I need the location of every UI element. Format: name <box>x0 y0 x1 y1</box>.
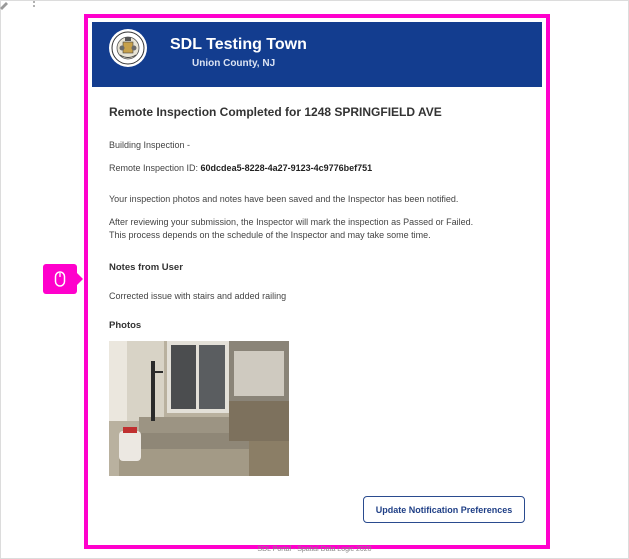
review-line-2: This process depends on the schedule of the Inspector and may take some time. <box>109 230 431 240</box>
review-line-1: After reviewing your submission, the Inspector will mark the inspection as Passed or Failed. <box>109 217 474 227</box>
corner-toolbar <box>0 0 40 10</box>
notes-heading: Notes from User <box>109 262 183 273</box>
notes-text: Corrected issue with stairs and added railing <box>109 291 287 301</box>
email-header <box>92 22 542 87</box>
inspection-type: Building Inspection - <box>109 140 191 150</box>
inspection-photo[interactable] <box>109 341 289 476</box>
email-card <box>84 14 550 549</box>
edit-icon[interactable] <box>0 0 40 10</box>
email-heading: Remote Inspection Completed for 1248 SPRINGFIELD AVE <box>109 105 442 119</box>
county-subtitle: Union County, NJ <box>192 58 276 69</box>
county-seal-icon <box>108 28 148 68</box>
footer-text: SDL Portal - Spatial Data Logic 2020 <box>257 546 372 553</box>
remote-id-value: 60dcdea5-8228-4a27-9123-4c9776bef751 <box>200 163 373 173</box>
town-title: SDL Testing Town <box>170 36 307 53</box>
saved-message: Your inspection photos and notes have been saved and the Inspector has been notified. <box>109 194 459 204</box>
remote-id-label: Remote Inspection ID: <box>109 163 201 173</box>
stairs-photo-image <box>109 341 289 476</box>
mouse-badge <box>43 264 77 294</box>
update-notification-preferences-button[interactable]: Update Notification Preferences <box>363 496 525 523</box>
photos-heading: Photos <box>109 320 142 331</box>
mouse-icon <box>43 264 77 294</box>
remote-inspection-id <box>109 162 372 174</box>
